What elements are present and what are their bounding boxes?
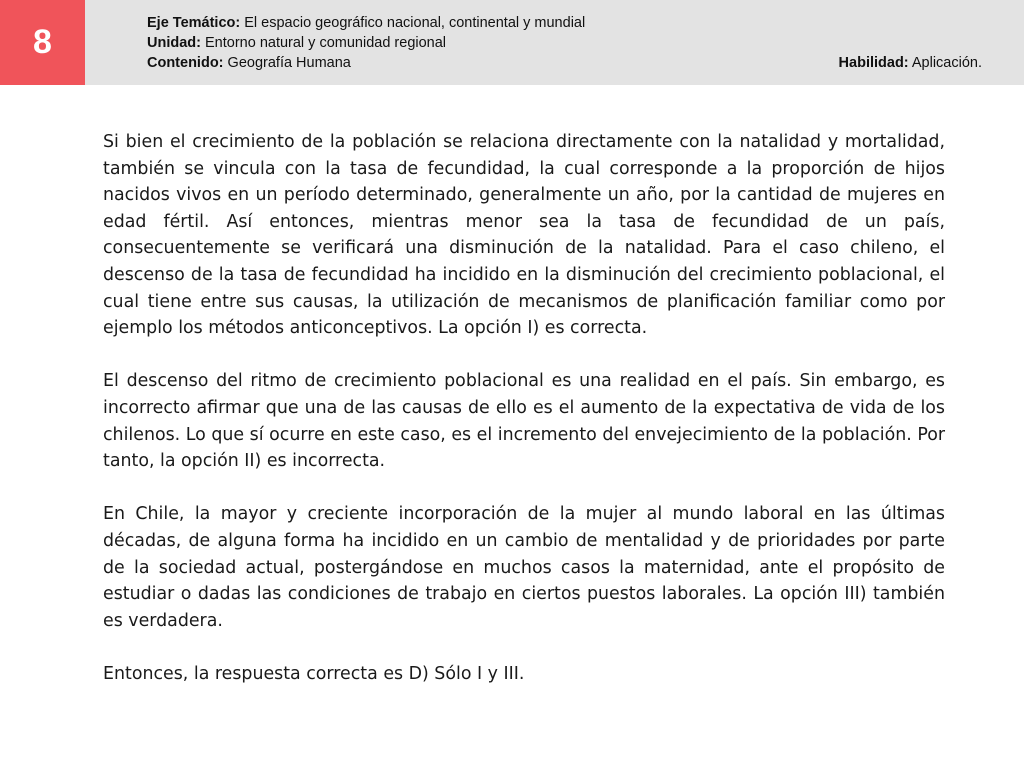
question-number-badge: 8	[0, 0, 85, 85]
unidad-line	[147, 33, 982, 53]
paragraph-option-3: En Chile, la mayor y creciente incorporación de la mujer al mundo laboral en las últimas décadas, de alguna forma ha incidido en un cambio de mentalidad y de prioridades por parte de la sociedad actual, postergándose en muchos casos la maternidad, ante el propósito de estudiar o dadas las condiciones de trabajo en ciertos puestos laborales. La opción III) también es verdadera.	[103, 504, 945, 631]
habilidad-label: Habilidad:	[838, 55, 909, 71]
habilidad-group	[839, 53, 982, 73]
paragraph-option-1: Si bien el crecimiento de la población se relaciona directamente con la natalidad y mortalidad, también se vincula con la tasa de fecundidad, la cual corresponde a la proporción de hijos nacidos vivos en un período determinado, generalmente un año, por la cantidad de mujeres en edad fértil. Así entonces, mientras menor sea la tasa de fecundidad de un país, consecuentemente se verificará una disminución de la natalidad. Para el caso chileno, el descenso de la tasa de fecundidad ha incidido en la disminución del crecimiento poblacional, el cual tiene entre sus causas, la utilización de mecanismos de planificación familiar como por ejemplo los métodos anticonceptivos. La opción I) es correcta.	[103, 132, 945, 339]
eje-tematico-value: El espacio geográfico nacional, continental y mundial	[244, 15, 586, 31]
eje-tematico-label: Eje Temático:	[147, 15, 241, 31]
paragraph-option-2: El descenso del ritmo de crecimiento poblacional es una realidad en el país. Sin embargo, es incorrecto afirmar que una de las causas de ello es el aumento de la expectativa de vida de los chilenos. Lo que sí ocurre en este caso, es el incremento del envejecimiento de la población. Por tanto, la opción II) es incorrecta.	[103, 371, 945, 472]
explanation-body	[103, 129, 945, 714]
unidad-label: Unidad:	[147, 35, 201, 51]
contenido-habilidad-line	[147, 53, 982, 73]
habilidad-value: Aplicación.	[911, 55, 982, 71]
slide-header	[0, 0, 1024, 85]
eje-tematico-line	[147, 13, 982, 33]
contenido-label: Contenido:	[147, 55, 224, 71]
paragraph-conclusion: Entonces, la respuesta correcta es D) Sólo I y III.	[103, 663, 525, 684]
header-info	[147, 13, 982, 73]
contenido-group	[147, 53, 351, 73]
contenido-value: Geografía Humana	[227, 55, 351, 71]
unidad-value: Entorno natural y comunidad regional	[205, 35, 447, 51]
